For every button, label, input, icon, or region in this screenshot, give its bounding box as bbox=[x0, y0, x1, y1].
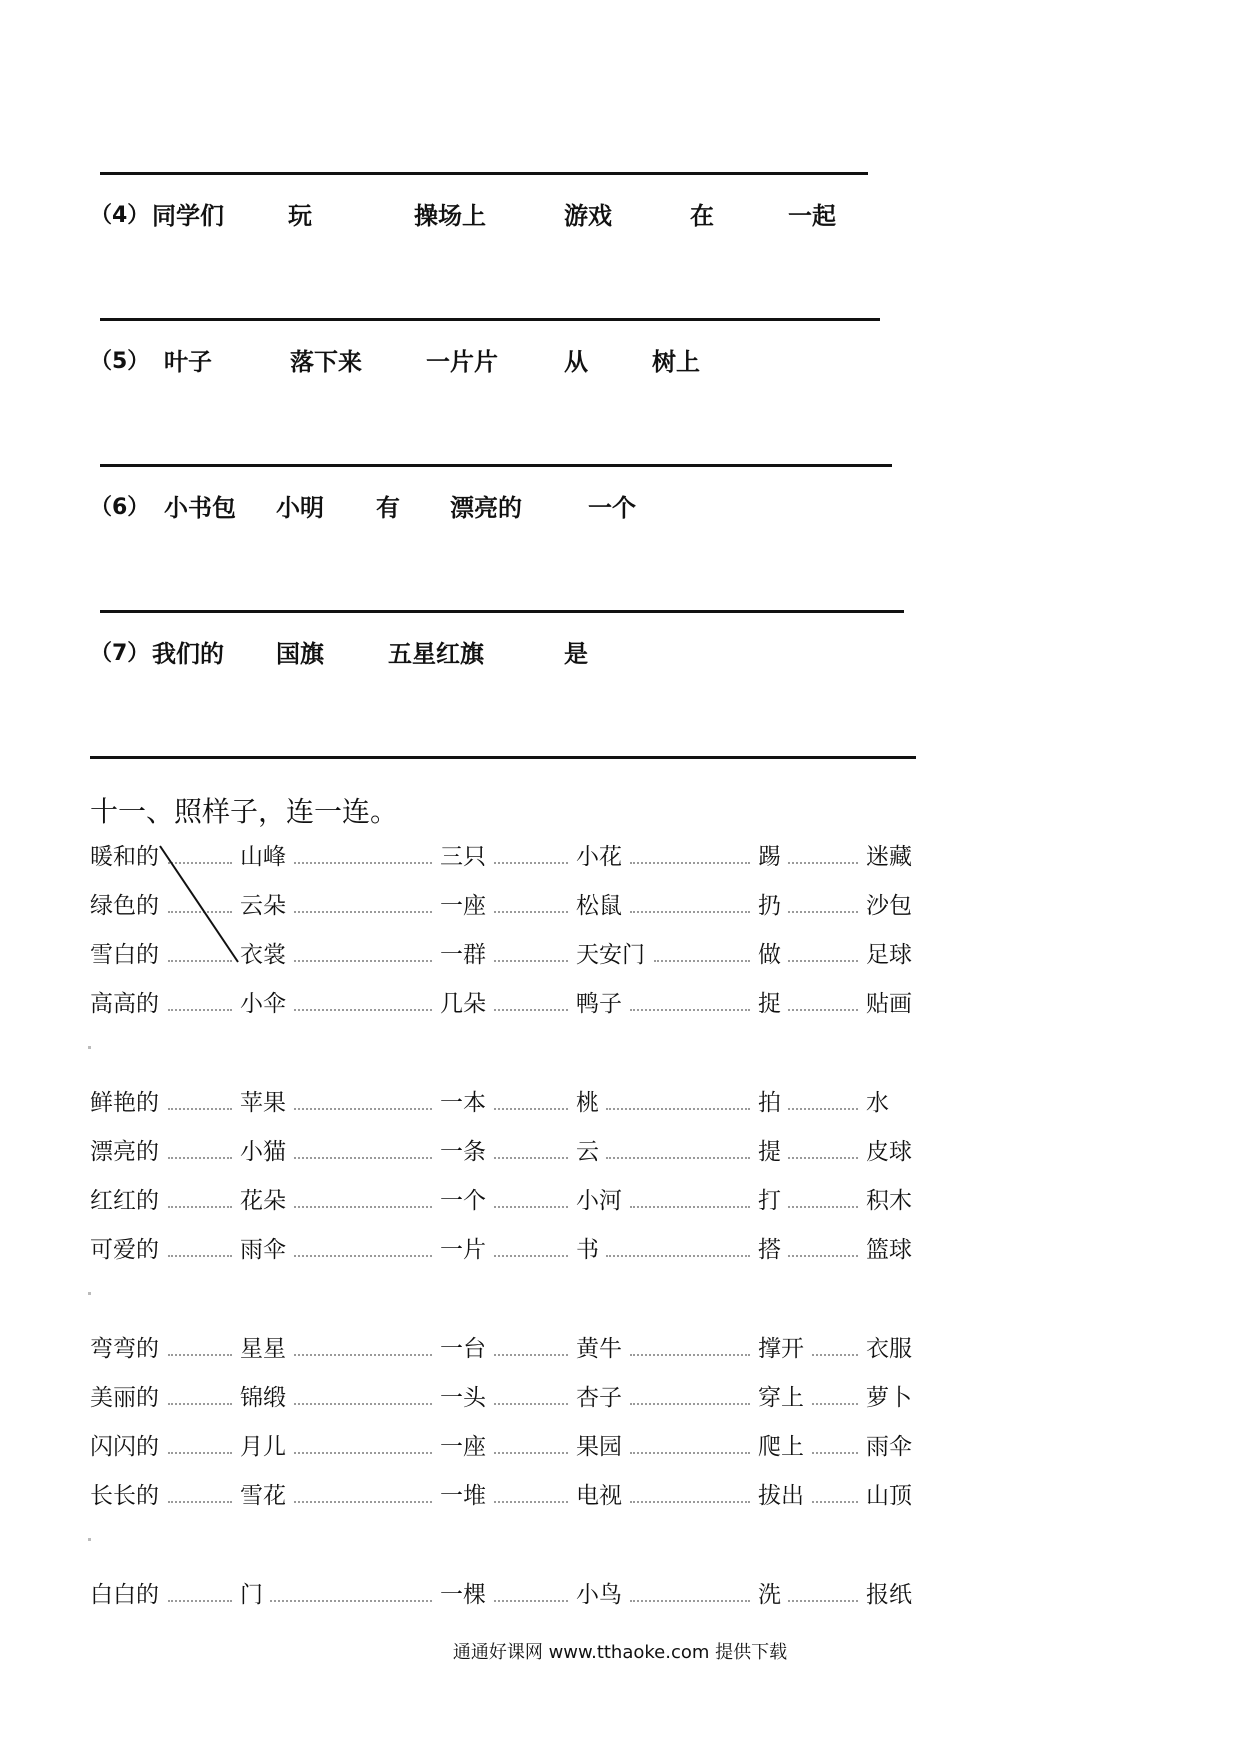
match-word: 一台 bbox=[440, 1336, 486, 1362]
match-word: 捉 bbox=[758, 991, 781, 1017]
sentence-word: 树上 bbox=[652, 348, 700, 376]
dotted-leader bbox=[168, 1403, 232, 1405]
dotted-leader bbox=[630, 1354, 750, 1356]
dotted-leader bbox=[606, 1108, 750, 1110]
dotted-leader bbox=[270, 1600, 432, 1602]
answer-line-3 bbox=[100, 172, 868, 175]
match-word: 一条 bbox=[440, 1139, 486, 1165]
match-row bbox=[0, 1133, 1240, 1173]
match-word: 小鸟 bbox=[576, 1582, 622, 1608]
dotted-leader bbox=[494, 1108, 568, 1110]
match-word: 果园 bbox=[576, 1434, 622, 1460]
match-row bbox=[0, 838, 1240, 878]
match-row bbox=[0, 936, 1240, 976]
dotted-leader bbox=[294, 1501, 432, 1503]
match-word: 萝卜 bbox=[866, 1385, 912, 1411]
dotted-leader bbox=[494, 960, 568, 962]
match-word: 穿上 bbox=[758, 1385, 804, 1411]
match-word: 一群 bbox=[440, 942, 486, 968]
match-row bbox=[0, 985, 1240, 1025]
sentence-word: 五星红旗 bbox=[388, 640, 484, 668]
dotted-leader bbox=[788, 960, 858, 962]
match-word: 杏子 bbox=[576, 1385, 622, 1411]
dotted-leader bbox=[630, 1206, 750, 1208]
dotted-leader bbox=[168, 1108, 232, 1110]
match-row bbox=[0, 1182, 1240, 1222]
dotted-leader bbox=[630, 1009, 750, 1011]
dotted-leader bbox=[294, 960, 432, 962]
dotted-leader bbox=[788, 1009, 858, 1011]
match-word: 洗 bbox=[758, 1582, 781, 1608]
dotted-leader bbox=[294, 1108, 432, 1110]
match-row bbox=[0, 1330, 1240, 1370]
match-word: 衣服 bbox=[866, 1336, 912, 1362]
match-word: 鲜艳的 bbox=[90, 1090, 159, 1116]
match-word: 电视 bbox=[576, 1483, 622, 1509]
dotted-leader bbox=[812, 1452, 858, 1454]
match-word: 云朵 bbox=[240, 893, 286, 919]
match-word: 长长的 bbox=[90, 1483, 159, 1509]
dotted-leader bbox=[812, 1501, 858, 1503]
answer-line-6 bbox=[100, 610, 904, 613]
dotted-leader bbox=[168, 1009, 232, 1011]
dotted-leader bbox=[812, 1354, 858, 1356]
dotted-leader bbox=[294, 1403, 432, 1405]
answer-line-5 bbox=[100, 464, 892, 467]
match-word: 雪花 bbox=[240, 1483, 286, 1509]
match-word: 沙包 bbox=[866, 893, 912, 919]
match-word: 做 bbox=[758, 942, 781, 968]
match-word: 漂亮的 bbox=[90, 1139, 159, 1165]
sentence-word: 有 bbox=[376, 494, 400, 522]
dotted-leader bbox=[494, 1255, 568, 1257]
dotted-leader bbox=[630, 1501, 750, 1503]
dotted-leader bbox=[494, 1501, 568, 1503]
match-word: 月儿 bbox=[240, 1434, 286, 1460]
match-word: 篮球 bbox=[866, 1237, 912, 1263]
sentence-word: 游戏 bbox=[564, 202, 612, 230]
sentence-word: 叶子 bbox=[164, 348, 212, 376]
match-word: 一片 bbox=[440, 1237, 486, 1263]
sentence-number: （4） bbox=[90, 203, 150, 228]
match-word: 一个 bbox=[440, 1188, 486, 1214]
dotted-leader bbox=[294, 1354, 432, 1356]
stray-mark bbox=[88, 1538, 91, 1541]
match-word: 皮球 bbox=[866, 1139, 912, 1165]
dotted-leader bbox=[788, 1108, 858, 1110]
dotted-leader bbox=[294, 1452, 432, 1454]
dotted-leader bbox=[494, 1206, 568, 1208]
match-word: 闪闪的 bbox=[90, 1434, 159, 1460]
dotted-leader bbox=[168, 911, 232, 913]
match-word: 搭 bbox=[758, 1237, 781, 1263]
dotted-leader bbox=[630, 911, 750, 913]
match-row bbox=[0, 1231, 1240, 1271]
dotted-leader bbox=[494, 1452, 568, 1454]
match-word: 山峰 bbox=[240, 844, 286, 870]
match-word: 云 bbox=[576, 1139, 599, 1165]
match-row bbox=[0, 1084, 1240, 1124]
match-word: 桃 bbox=[576, 1090, 599, 1116]
match-word: 贴画 bbox=[866, 991, 912, 1017]
match-word: 苹果 bbox=[240, 1090, 286, 1116]
match-word: 爬上 bbox=[758, 1434, 804, 1460]
dotted-leader bbox=[494, 1009, 568, 1011]
dotted-leader bbox=[294, 1009, 432, 1011]
sentence-word: 漂亮的 bbox=[450, 494, 522, 522]
dotted-leader bbox=[294, 1255, 432, 1257]
match-row bbox=[0, 1576, 1240, 1616]
match-word: 小猫 bbox=[240, 1139, 286, 1165]
match-word: 提 bbox=[758, 1139, 781, 1165]
dotted-leader bbox=[606, 1255, 750, 1257]
match-row bbox=[0, 887, 1240, 927]
section-title: 十一、照样子，连一连。 bbox=[90, 795, 399, 828]
match-word: 锦缎 bbox=[240, 1385, 286, 1411]
sentence-word: 落下来 bbox=[290, 348, 362, 376]
sentence-word: 小书包 bbox=[164, 494, 236, 522]
dotted-leader bbox=[788, 1157, 858, 1159]
match-word: 三只 bbox=[440, 844, 486, 870]
match-word: 一本 bbox=[440, 1090, 486, 1116]
match-word: 门 bbox=[240, 1582, 263, 1608]
dotted-leader bbox=[788, 1206, 858, 1208]
sentence-number: （6） bbox=[90, 495, 150, 520]
match-word: 小河 bbox=[576, 1188, 622, 1214]
sentence-word: 我们的 bbox=[152, 640, 224, 668]
dotted-leader bbox=[168, 1255, 232, 1257]
dotted-leader bbox=[494, 911, 568, 913]
dotted-leader bbox=[494, 1600, 568, 1602]
match-word: 小伞 bbox=[240, 991, 286, 1017]
dotted-leader bbox=[168, 960, 232, 962]
match-word: 一座 bbox=[440, 893, 486, 919]
dotted-leader bbox=[630, 1452, 750, 1454]
match-word: 扔 bbox=[758, 893, 781, 919]
dotted-leader bbox=[494, 1403, 568, 1405]
match-word: 一棵 bbox=[440, 1582, 486, 1608]
match-word: 鸭子 bbox=[576, 991, 622, 1017]
sentence-word: 小明 bbox=[276, 494, 324, 522]
match-word: 足球 bbox=[866, 942, 912, 968]
dotted-leader bbox=[168, 1600, 232, 1602]
match-word: 绿色的 bbox=[90, 893, 159, 919]
dotted-leader bbox=[654, 960, 750, 962]
answer-line-7 bbox=[90, 756, 916, 759]
dotted-leader bbox=[788, 862, 858, 864]
stray-mark bbox=[88, 1292, 91, 1295]
match-word: 天安门 bbox=[576, 942, 645, 968]
match-word: 白白的 bbox=[90, 1582, 159, 1608]
sentence-word: 在 bbox=[690, 202, 714, 230]
sentence-word: 操场上 bbox=[414, 202, 486, 230]
dotted-leader bbox=[168, 1354, 232, 1356]
dotted-leader bbox=[788, 911, 858, 913]
match-word: 红红的 bbox=[90, 1188, 159, 1214]
sentence-word: 从 bbox=[564, 348, 588, 376]
match-word: 松鼠 bbox=[576, 893, 622, 919]
match-word: 打 bbox=[758, 1188, 781, 1214]
match-word: 高高的 bbox=[90, 991, 159, 1017]
match-word: 水 bbox=[866, 1090, 889, 1116]
dotted-leader bbox=[812, 1403, 858, 1405]
match-word: 花朵 bbox=[240, 1188, 286, 1214]
dotted-leader bbox=[494, 1354, 568, 1356]
dotted-leader bbox=[630, 1600, 750, 1602]
match-word: 一座 bbox=[440, 1434, 486, 1460]
sentence-number: （5） bbox=[90, 349, 150, 374]
sentence-number: （7） bbox=[90, 641, 150, 666]
match-word: 撑开 bbox=[758, 1336, 804, 1362]
match-word: 美丽的 bbox=[90, 1385, 159, 1411]
dotted-leader bbox=[168, 1452, 232, 1454]
dotted-leader bbox=[294, 1206, 432, 1208]
match-word: 雨伞 bbox=[866, 1434, 912, 1460]
dotted-leader bbox=[630, 862, 750, 864]
match-row bbox=[0, 1477, 1240, 1517]
dotted-leader bbox=[294, 911, 432, 913]
dotted-leader bbox=[788, 1600, 858, 1602]
dotted-leader bbox=[168, 862, 232, 864]
match-word: 几朵 bbox=[440, 991, 486, 1017]
dotted-leader bbox=[168, 1206, 232, 1208]
dotted-leader bbox=[630, 1403, 750, 1405]
footer-credit: 通通好课网 www.tthaoke.com 提供下载 bbox=[452, 1642, 788, 1663]
match-word: 一头 bbox=[440, 1385, 486, 1411]
match-word: 小花 bbox=[576, 844, 622, 870]
match-word: 拍 bbox=[758, 1090, 781, 1116]
match-row bbox=[0, 1379, 1240, 1419]
sentence-word: 玩 bbox=[288, 202, 312, 230]
stray-mark bbox=[88, 1046, 91, 1049]
sentence-word: 国旗 bbox=[276, 640, 324, 668]
match-word: 报纸 bbox=[866, 1582, 912, 1608]
match-word: 弯弯的 bbox=[90, 1336, 159, 1362]
dotted-leader bbox=[494, 1157, 568, 1159]
match-word: 山顶 bbox=[866, 1483, 912, 1509]
dotted-leader bbox=[294, 1157, 432, 1159]
match-word: 一堆 bbox=[440, 1483, 486, 1509]
sentence-word: 是 bbox=[564, 640, 588, 668]
match-word: 雪白的 bbox=[90, 942, 159, 968]
sentence-word: 同学们 bbox=[152, 202, 224, 230]
match-word: 迷藏 bbox=[866, 844, 912, 870]
match-word: 可爱的 bbox=[90, 1237, 159, 1263]
match-word: 拔出 bbox=[758, 1483, 804, 1509]
dotted-leader bbox=[294, 862, 432, 864]
answer-line-4 bbox=[100, 318, 880, 321]
match-word: 积木 bbox=[866, 1188, 912, 1214]
sentence-word: 一起 bbox=[788, 202, 836, 230]
match-word: 书 bbox=[576, 1237, 599, 1263]
match-word: 踢 bbox=[758, 844, 781, 870]
match-word: 星星 bbox=[240, 1336, 286, 1362]
dotted-leader bbox=[494, 862, 568, 864]
match-row bbox=[0, 1428, 1240, 1468]
match-word: 雨伞 bbox=[240, 1237, 286, 1263]
dotted-leader bbox=[168, 1157, 232, 1159]
match-word: 衣裳 bbox=[240, 942, 286, 968]
match-word: 暖和的 bbox=[90, 844, 159, 870]
sentence-word: 一片片 bbox=[426, 348, 498, 376]
dotted-leader bbox=[606, 1157, 750, 1159]
dotted-leader bbox=[168, 1501, 232, 1503]
dotted-leader bbox=[788, 1255, 858, 1257]
sentence-word: 一个 bbox=[588, 494, 636, 522]
match-word: 黄牛 bbox=[576, 1336, 622, 1362]
